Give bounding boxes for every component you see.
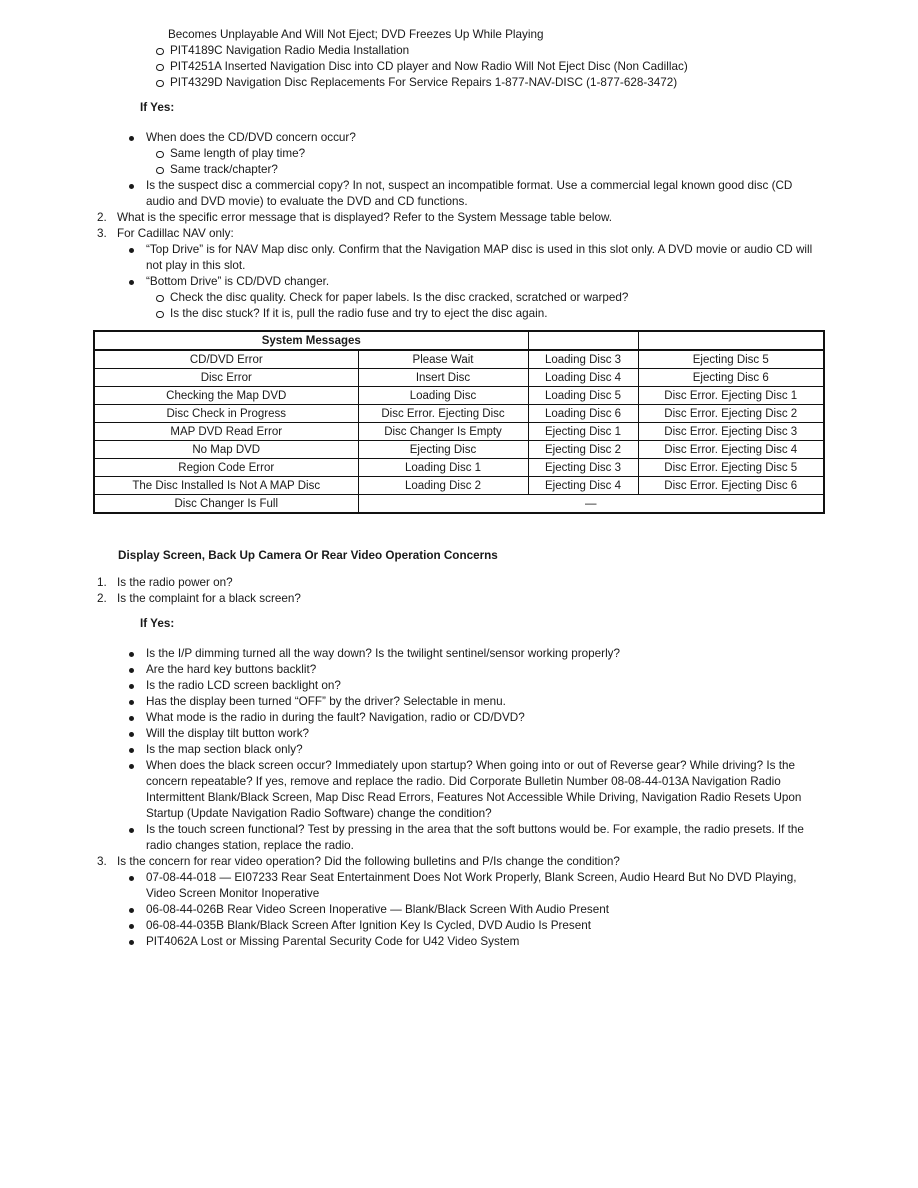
list-item	[0, 43, 823, 59]
disc-bullet-icon	[123, 242, 146, 253]
table-cell: CD/DVD Error	[94, 350, 358, 369]
list-item	[0, 726, 823, 742]
continuation-text: Becomes Unplayable And Will Not Eject; DVD Freezes Up While Playing	[168, 28, 544, 41]
table-cell: Loading Disc 6	[528, 405, 638, 423]
list-item-text: Same track/chapter?	[170, 163, 278, 176]
circle-bullet-icon	[151, 162, 170, 174]
table-cell: Please Wait	[358, 350, 528, 369]
table-cell: Disc Error. Ejecting Disc 5	[638, 459, 824, 477]
list-item	[0, 306, 823, 322]
table-cell: Ejecting Disc 2	[528, 441, 638, 459]
numbered-item-text: What is the specific error message that is displayed? Refer to the System Message table below.	[117, 211, 613, 224]
table-cell: Ejecting Disc 1	[528, 423, 638, 441]
list-item-text: When does the black screen occur? Immediately upon startup? When going into or out of Reverse gear? While driving? Is the concern repeatable? If yes, remove and replace the radio. Did Corporate Bulletin Number 08-08-44-013A Navigation Radio Intermittent Blank/Black Screen, Map Disc Read Errors, Features Not Accessible While Driving, Navigation Radio Resets Upon Startup (Update Navigation Radio Software) change the condition?	[146, 759, 802, 820]
table-cell: Disc Error. Ejecting Disc 1	[638, 387, 824, 405]
disc-bullet-icon	[123, 822, 146, 833]
table-cell: Insert Disc	[358, 369, 528, 387]
empty-header-cell	[638, 331, 824, 350]
list-item	[0, 646, 823, 662]
list-item-text: Is the I/P dimming turned all the way down? Is the twilight sentinel/sensor working properly?	[146, 647, 621, 660]
table-cell: Disc Check in Progress	[94, 405, 358, 423]
numbered-item-text: For Cadillac NAV only:	[117, 227, 234, 240]
disc-bullet-icon	[123, 130, 146, 141]
list-item-text: 06-08-44-026B Rear Video Screen Inoperative — Blank/Black Screen With Audio Present	[146, 903, 609, 916]
list-item-text: PIT4329D Navigation Disc Replacements For Service Repairs 1-877-NAV-DISC (1-877-628-3472)	[170, 76, 678, 89]
table-cell: Region Code Error	[94, 459, 358, 477]
if-yes-label	[0, 100, 823, 116]
disc-bullet-icon	[123, 694, 146, 705]
list-item	[0, 146, 823, 162]
list-item	[0, 290, 823, 306]
list-item	[0, 710, 823, 726]
table-row	[94, 459, 824, 477]
list-item	[0, 758, 823, 822]
disc-bullet-icon	[123, 758, 146, 769]
numbered-item-text: Is the complaint for a black screen?	[117, 592, 301, 605]
list-item	[0, 918, 823, 934]
list-item-text: Check the disc quality. Check for paper labels. Is the disc cracked, scratched or warped?	[170, 291, 629, 304]
table-dash-cell: —	[358, 495, 824, 514]
if-yes-text: If Yes:	[140, 101, 175, 114]
system-messages-table	[93, 330, 825, 514]
if-yes-label	[0, 616, 823, 632]
table-row	[94, 387, 824, 405]
numbered-item	[0, 210, 823, 226]
disc-bullet-icon	[123, 678, 146, 689]
table-cell: Ejecting Disc 3	[528, 459, 638, 477]
list-item	[0, 162, 823, 178]
numbered-item	[0, 591, 823, 607]
numbered-item	[0, 226, 823, 242]
table-row	[94, 441, 824, 459]
list-item-text: Is the touch screen functional? Test by pressing in the area that the soft buttons would be. For example, the radio presets. If the radio changes station, replace the radio.	[146, 823, 804, 852]
list-item	[0, 678, 823, 694]
table-cell: Disc Error. Ejecting Disc 6	[638, 477, 824, 495]
list-item-text: When does the CD/DVD concern occur?	[146, 131, 356, 144]
list-item-text: “Top Drive” is for NAV Map disc only. Confirm that the Navigation MAP disc is used in this slot only. A DVD movie or audio CD will not play in this slot.	[146, 243, 813, 272]
table-row	[94, 369, 824, 387]
table-cell: Loading Disc 3	[528, 350, 638, 369]
disc-bullet-icon	[123, 918, 146, 929]
cd-dvd-list	[0, 130, 823, 322]
table-cell: Loading Disc	[358, 387, 528, 405]
disc-bullet-icon	[123, 274, 146, 285]
numbered-item	[0, 854, 823, 870]
list-item	[0, 178, 823, 210]
table-cell: Disc Error	[94, 369, 358, 387]
list-item-text: Is the radio LCD screen backlight on?	[146, 679, 341, 692]
list-item-text: 06-08-44-035B Blank/Black Screen After Ignition Key Is Cycled, DVD Audio Is Present	[146, 919, 592, 932]
table-cell: Disc Error. Ejecting Disc	[358, 405, 528, 423]
disc-bullet-icon	[123, 646, 146, 657]
table-cell: Ejecting Disc 4	[528, 477, 638, 495]
table-cell: Disc Error. Ejecting Disc 4	[638, 441, 824, 459]
list-item	[0, 130, 823, 146]
item-number: 2.	[97, 211, 107, 224]
circle-bullet-icon	[151, 59, 170, 71]
list-item-text: Has the display been turned “OFF” by the driver? Selectable in menu.	[146, 695, 506, 708]
empty-header-cell	[528, 331, 638, 350]
disc-bullet-icon	[123, 870, 146, 881]
table-cell: The Disc Installed Is Not A MAP Disc	[94, 477, 358, 495]
list-item	[0, 694, 823, 710]
list-item-text: PIT4189C Navigation Radio Media Installation	[170, 44, 410, 57]
list-item	[0, 742, 823, 758]
list-item	[0, 662, 823, 678]
table-cell: Disc Changer Is Full	[94, 495, 358, 514]
disc-bullet-icon	[123, 934, 146, 945]
list-item	[0, 822, 823, 854]
circle-bullet-icon	[151, 146, 170, 158]
table-row	[94, 405, 824, 423]
table-footer-row	[94, 495, 824, 514]
list-item	[0, 59, 823, 75]
table-cell: Checking the Map DVD	[94, 387, 358, 405]
table-cell: MAP DVD Read Error	[94, 423, 358, 441]
table-cell: Disc Error. Ejecting Disc 2	[638, 405, 824, 423]
numbered-item	[0, 575, 823, 591]
table-header-row	[94, 331, 824, 350]
disc-bullet-icon	[123, 710, 146, 721]
display-numbered-list	[0, 575, 823, 607]
circle-bullet-icon	[151, 75, 170, 87]
list-item-text: Is the disc stuck? If it is, pull the radio fuse and try to eject the disc again.	[170, 307, 548, 320]
circle-bullet-icon	[151, 43, 170, 55]
section-heading-text: Display Screen, Back Up Camera Or Rear Video Operation Concerns	[118, 549, 498, 562]
list-item-text: PIT4062A Lost or Missing Parental Security Code for U42 Video System	[146, 935, 520, 948]
list-item-text: PIT4251A Inserted Navigation Disc into CD player and Now Radio Will Not Eject Disc (Non Cadillac)	[170, 60, 688, 73]
table-title-cell: System Messages	[94, 331, 528, 350]
list-item-text: Are the hard key buttons backlit?	[146, 663, 317, 676]
section-heading	[0, 548, 823, 564]
disc-bullet-icon	[123, 726, 146, 737]
table-row	[94, 423, 824, 441]
table-cell: Ejecting Disc 5	[638, 350, 824, 369]
table-cell: No Map DVD	[94, 441, 358, 459]
list-item	[0, 274, 823, 290]
list-item	[0, 902, 823, 918]
list-item	[0, 242, 823, 274]
table-cell: Disc Error. Ejecting Disc 3	[638, 423, 824, 441]
numbered-item-text: Is the concern for rear video operation? Did the following bulletins and P/Is change the condition?	[117, 855, 620, 868]
numbered-item-text: Is the radio power on?	[117, 576, 233, 589]
disc-bullet-icon	[123, 662, 146, 673]
table-cell: Ejecting Disc	[358, 441, 528, 459]
list-item	[0, 870, 823, 902]
table-cell: Ejecting Disc 6	[638, 369, 824, 387]
list-item	[0, 934, 823, 950]
table-row	[94, 350, 824, 369]
disc-bullet-icon	[123, 178, 146, 189]
table-cell: Loading Disc 1	[358, 459, 528, 477]
continuation-line	[0, 27, 823, 43]
list-item-text: What mode is the radio in during the fault? Navigation, radio or CD/DVD?	[146, 711, 525, 724]
list-item-text: 07-08-44-018 — EI07233 Rear Seat Entertainment Does Not Work Properly, Blank Screen, Audio Heard But No DVD Playing, Video Screen Monitor Inoperative	[146, 871, 797, 900]
list-item-text: Is the map section black only?	[146, 743, 303, 756]
circle-bullet-icon	[151, 306, 170, 318]
list-item-text: Is the suspect disc a commercial copy? In not, suspect an incompatible format. Use a commercial legal known good disc (CD audio and DVD movie) to evaluate the DVD and CD functions.	[146, 179, 793, 208]
item-number: 2.	[97, 592, 107, 605]
table-cell: Disc Changer Is Empty	[358, 423, 528, 441]
list-item	[0, 75, 823, 91]
circle-bullet-icon	[151, 290, 170, 302]
item-number: 3.	[97, 227, 107, 240]
table-row	[94, 477, 824, 495]
list-item-text: Will the display tilt button work?	[146, 727, 310, 740]
display-bullet-list	[0, 646, 823, 950]
if-yes-text: If Yes:	[140, 617, 175, 630]
table-cell: Loading Disc 4	[528, 369, 638, 387]
disc-bullet-icon	[123, 902, 146, 913]
list-item-text: “Bottom Drive” is CD/DVD changer.	[146, 275, 330, 288]
item-number: 3.	[97, 855, 107, 868]
table-cell: Loading Disc 5	[528, 387, 638, 405]
disc-bullet-icon	[123, 742, 146, 753]
table-cell: Loading Disc 2	[358, 477, 528, 495]
item-number: 1.	[97, 576, 107, 589]
list-item-text: Same length of play time?	[170, 147, 306, 160]
